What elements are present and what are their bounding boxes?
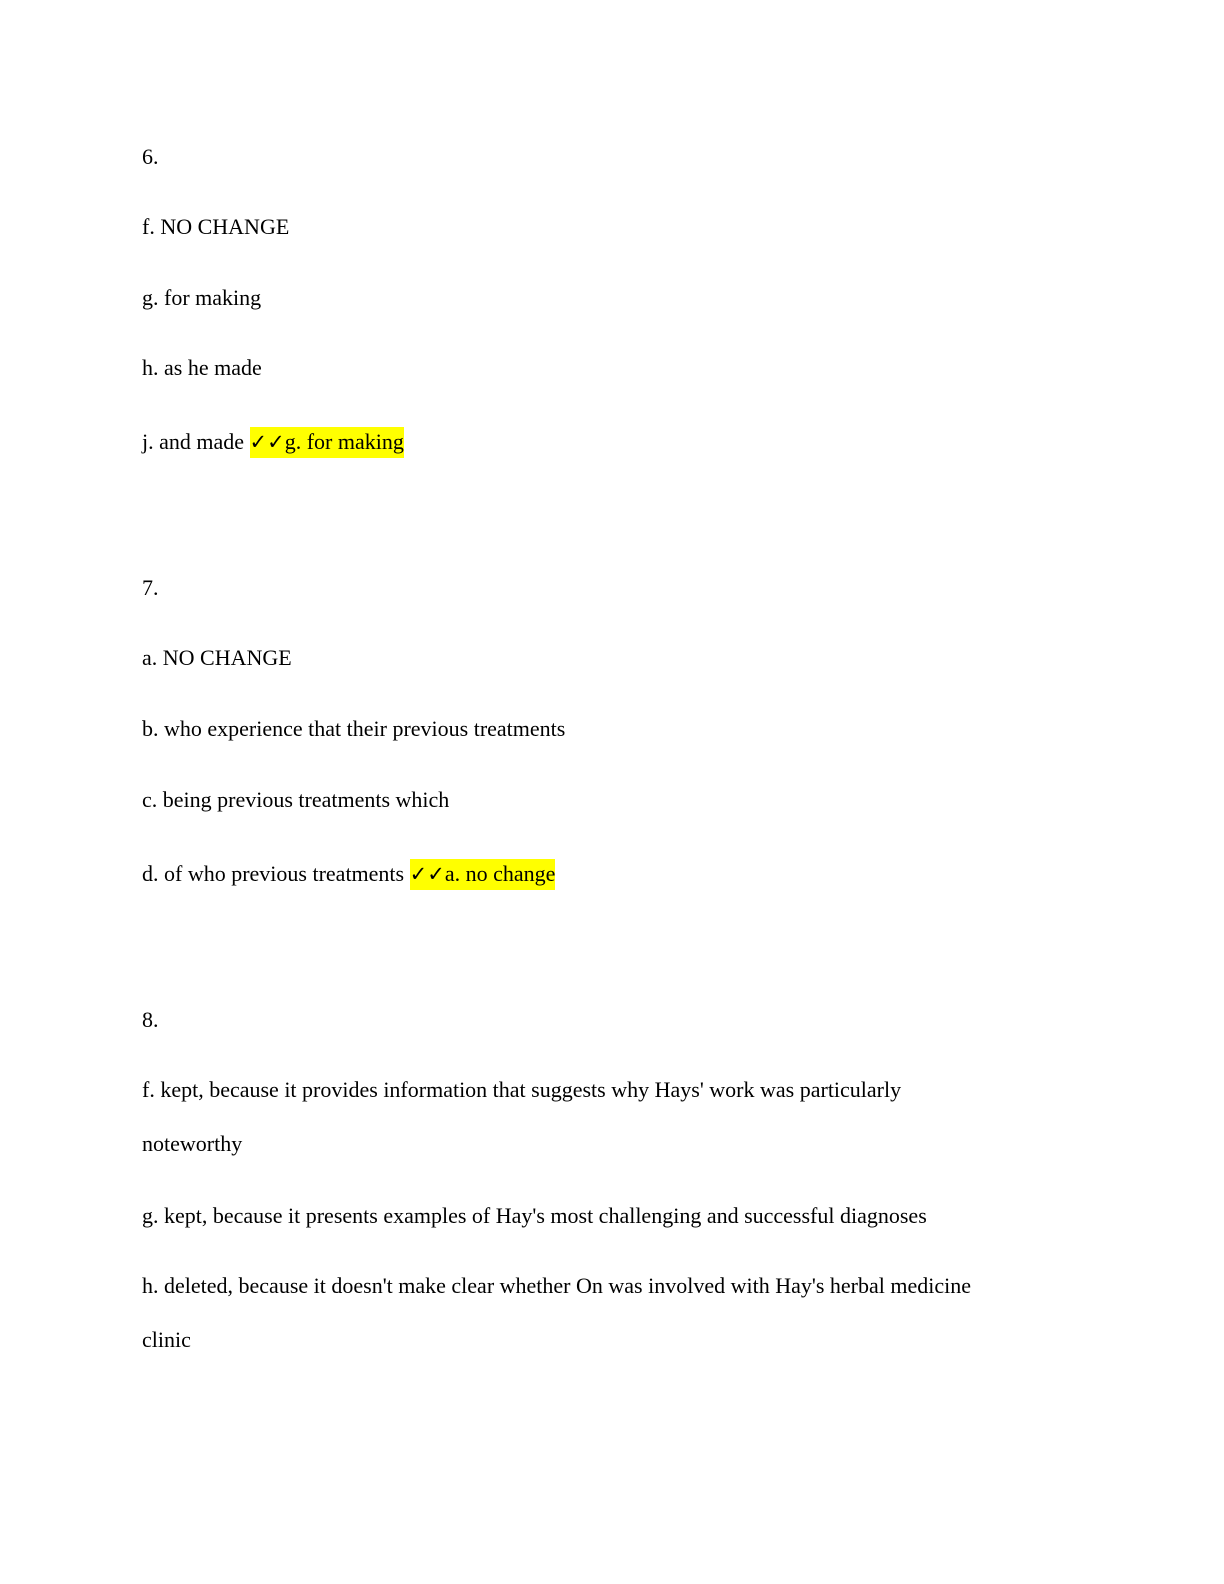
question-7-option-a: a. NO CHANGE [142,645,292,670]
question-6-option-g: g. for making [142,285,262,310]
question-6-option-f: f. NO CHANGE [142,214,290,239]
question-7-answer-highlight [410,859,556,890]
question-7-option-d-line [142,861,555,887]
question-7-option-b: b. who experience that their previous treatments [142,716,566,741]
question-8-option-h: h. deleted, because it doesn't make clear whether On was involved with Hay's herbal medicine [142,1273,971,1298]
question-8-option-f: f. kept, because it provides information that suggests why Hays' work was particularly [142,1077,902,1102]
question-7-option-d: d. of who previous treatments [142,861,405,886]
question-8-option-g: g. kept, because it presents examples of Hay's most challenging and successful diagnoses [142,1203,927,1228]
checkmark-icon: ✓✓ [249,430,285,454]
question-6-answer-text: g. for making [284,429,404,454]
question-7-option-c: c. being previous treatments which [142,787,450,812]
question-8-option-h-continued: clinic [142,1327,191,1352]
checkmark-icon: ✓✓ [409,862,445,886]
question-7-number: 7. [142,575,159,600]
question-8-number: 8. [142,1007,159,1032]
question-6-option-j-line [142,429,404,455]
question-6-answer-highlight [250,427,404,458]
question-6-number: 6. [142,144,159,169]
question-8-option-f-continued: noteworthy [142,1131,243,1156]
question-6-option-h: h. as he made [142,355,262,380]
question-7-answer-text: a. no change [444,861,556,886]
question-6-option-j: j. and made [142,429,245,454]
